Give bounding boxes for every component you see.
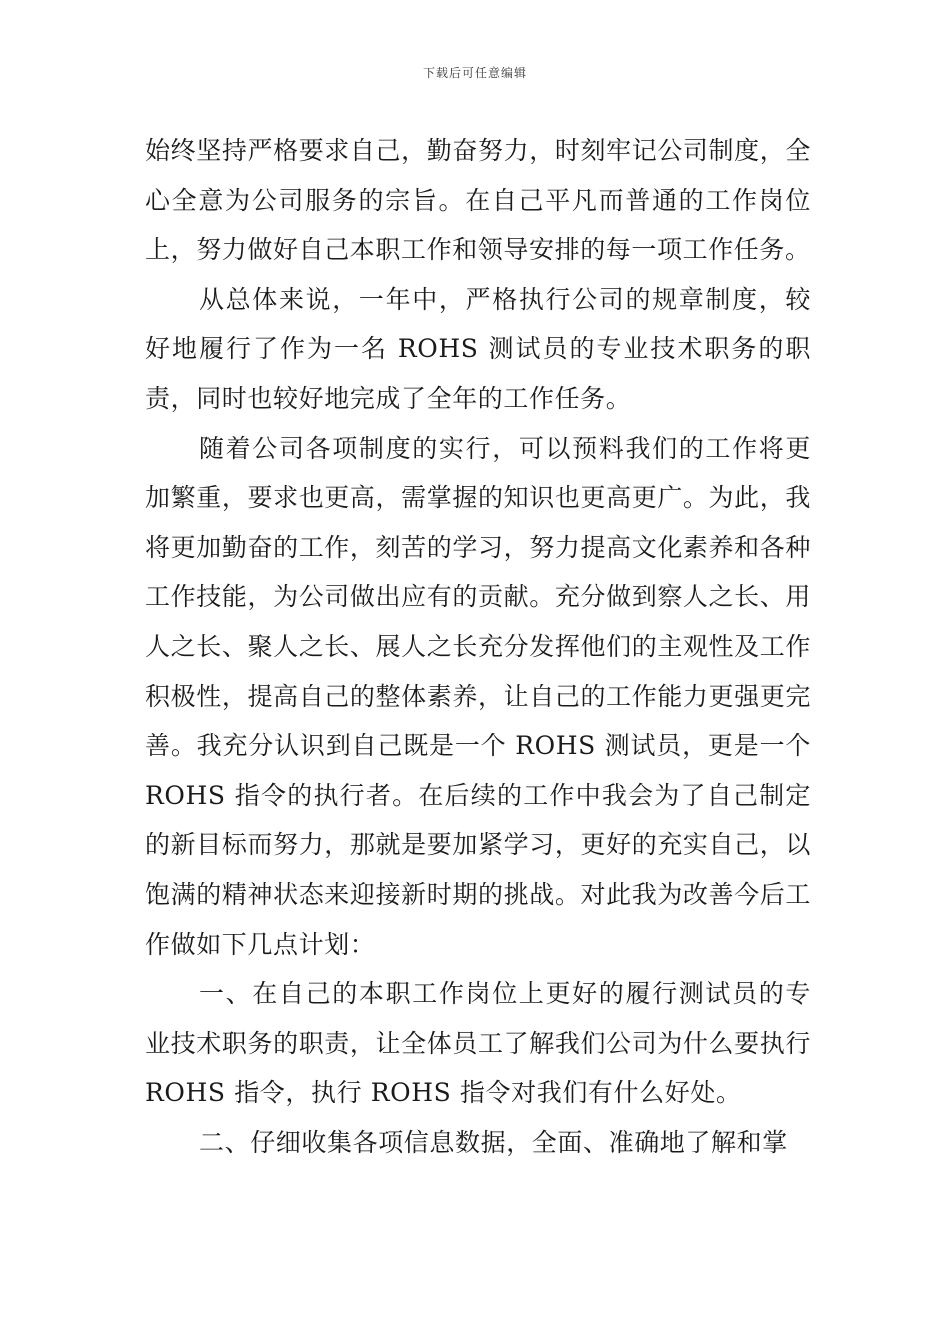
paragraph-2: 从总体来说，一年中，严格执行公司的规章制度，较好地履行了作为一名 ROHS 测试员的专业技术职务的职责，同时也较好地完成了全年的工作任务。 — [145, 284, 811, 413]
paragraph-3: 随着公司各项制度的实行，可以预料我们的工作将更加繁重，要求也更高，需掌握的知识也更高更广。为此，我将更加勤奋的工作，刻苦的学习，努力提高文化素养和各种工作技能，为公司做出应有的贡献。充分做到察人之长、用人之长、聚人之长、展人之长充分发挥他们的主观性及工作积极性，提高自己的整体素养，让自己的工作能力更强更完善。我充分认识到自己既是一个 ROHS 测试员，更是一个 ROHS 指令的执行者。在后续的工作中我会为了自己制定的新目标而努力，那就是要加紧学习，更好的充实自己，以饱满的精神状态来迎接新时期的挑战。对此我为改善今后工作做如下几点计划： — [145, 433, 811, 959]
paragraph-4: 一、在自己的本职工作岗位上更好的履行测试员的专业技术职务的职责，让全体员工了解我们公司为什么要执行 ROHS 指令，执行 ROHS 指令对我们有什么好处。 — [145, 979, 811, 1108]
document-body — [145, 126, 811, 1167]
page-header: 下载后可任意编辑 — [422, 66, 527, 80]
paragraph-1: 始终坚持严格要求自己，勤奋努力，时刻牢记公司制度，全心全意为公司服务的宗旨。在自己平凡而普通的工作岗位上，努力做好自己本职工作和领导安排的每一项工作任务。 — [145, 136, 811, 265]
paragraph-5: 二、仔细收集各项信息数据，全面、准确地了解和掌 — [199, 1127, 788, 1157]
